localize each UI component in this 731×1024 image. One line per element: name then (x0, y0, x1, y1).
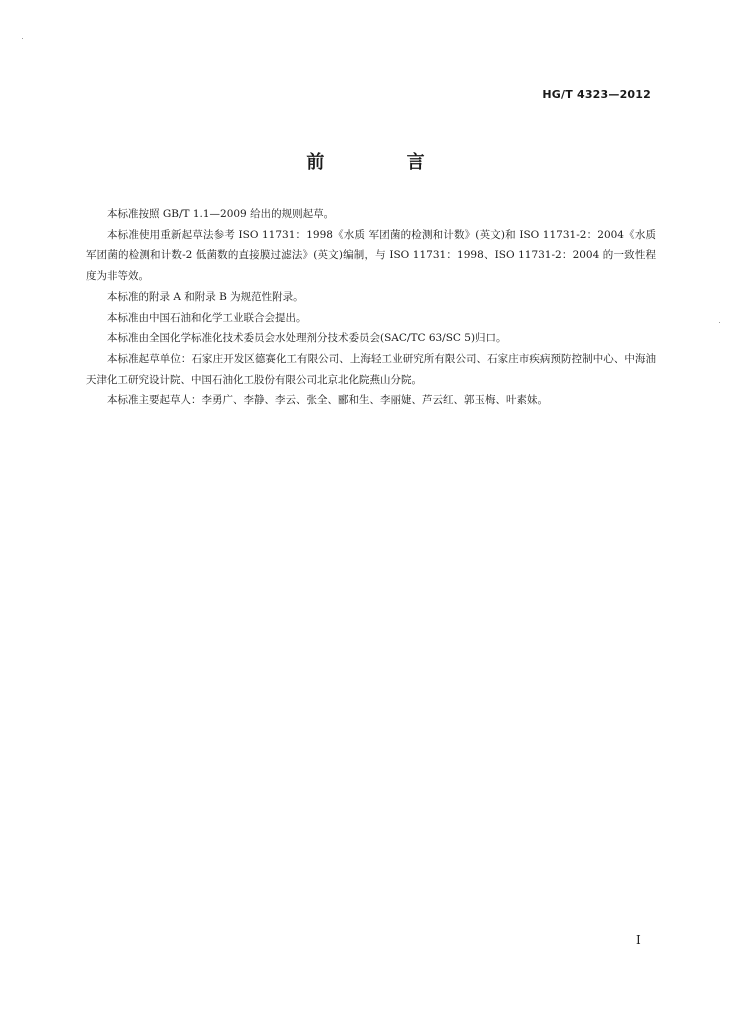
standard-number: HG/T 4323—2012 (542, 88, 651, 101)
paragraph-drafters: 本标准主要起草人：李勇广、李静、李云、张全、郦和生、李丽婕、芦云红、郭玉梅、叶素妹。 (107, 394, 548, 407)
scan-speck (719, 322, 720, 323)
paragraph-appendices: 本标准的附录 A 和附录 B 为规范性附录。 (107, 290, 304, 303)
paragraph-centralized-by: 本标准由全国化学标准化技术委员会水处理剂分技术委员会(SAC/TC 63/SC 5)归口。 (107, 332, 507, 345)
foreword-body (86, 204, 656, 411)
page-number: I (636, 933, 641, 947)
section-title: 前 言 (306, 152, 463, 173)
scan-speck (22, 38, 23, 39)
paragraph-drafting-rules: 本标准按照 GB/T 1.1—2009 给出的规则起草。 (107, 208, 335, 220)
paragraph-drafting-units: 本标准起草单位：石家庄开发区德赛化工有限公司、上海轻工业研究所有限公司、石家庄市疾病预防控制中心、中海油天津化工研究设计院、中国石油化工股份有限公司北京北化院燕山分院。 (86, 352, 656, 386)
paragraph-proposed-by: 本标准由中国石油和化学工业联合会提出。 (107, 311, 307, 324)
paragraph-reference-standards: 本标准使用重新起草法参考 ISO 11731：1998《水质 军团菌的检测和计数》(英文)和 ISO 11731-2：2004《水质 军团菌的检测和计数-2 低菌数的直接膜过滤法》(英文)编制，与 ISO 11731：1998、ISO 11731-2：2004 的一致性程度为非等效。 (86, 228, 656, 283)
